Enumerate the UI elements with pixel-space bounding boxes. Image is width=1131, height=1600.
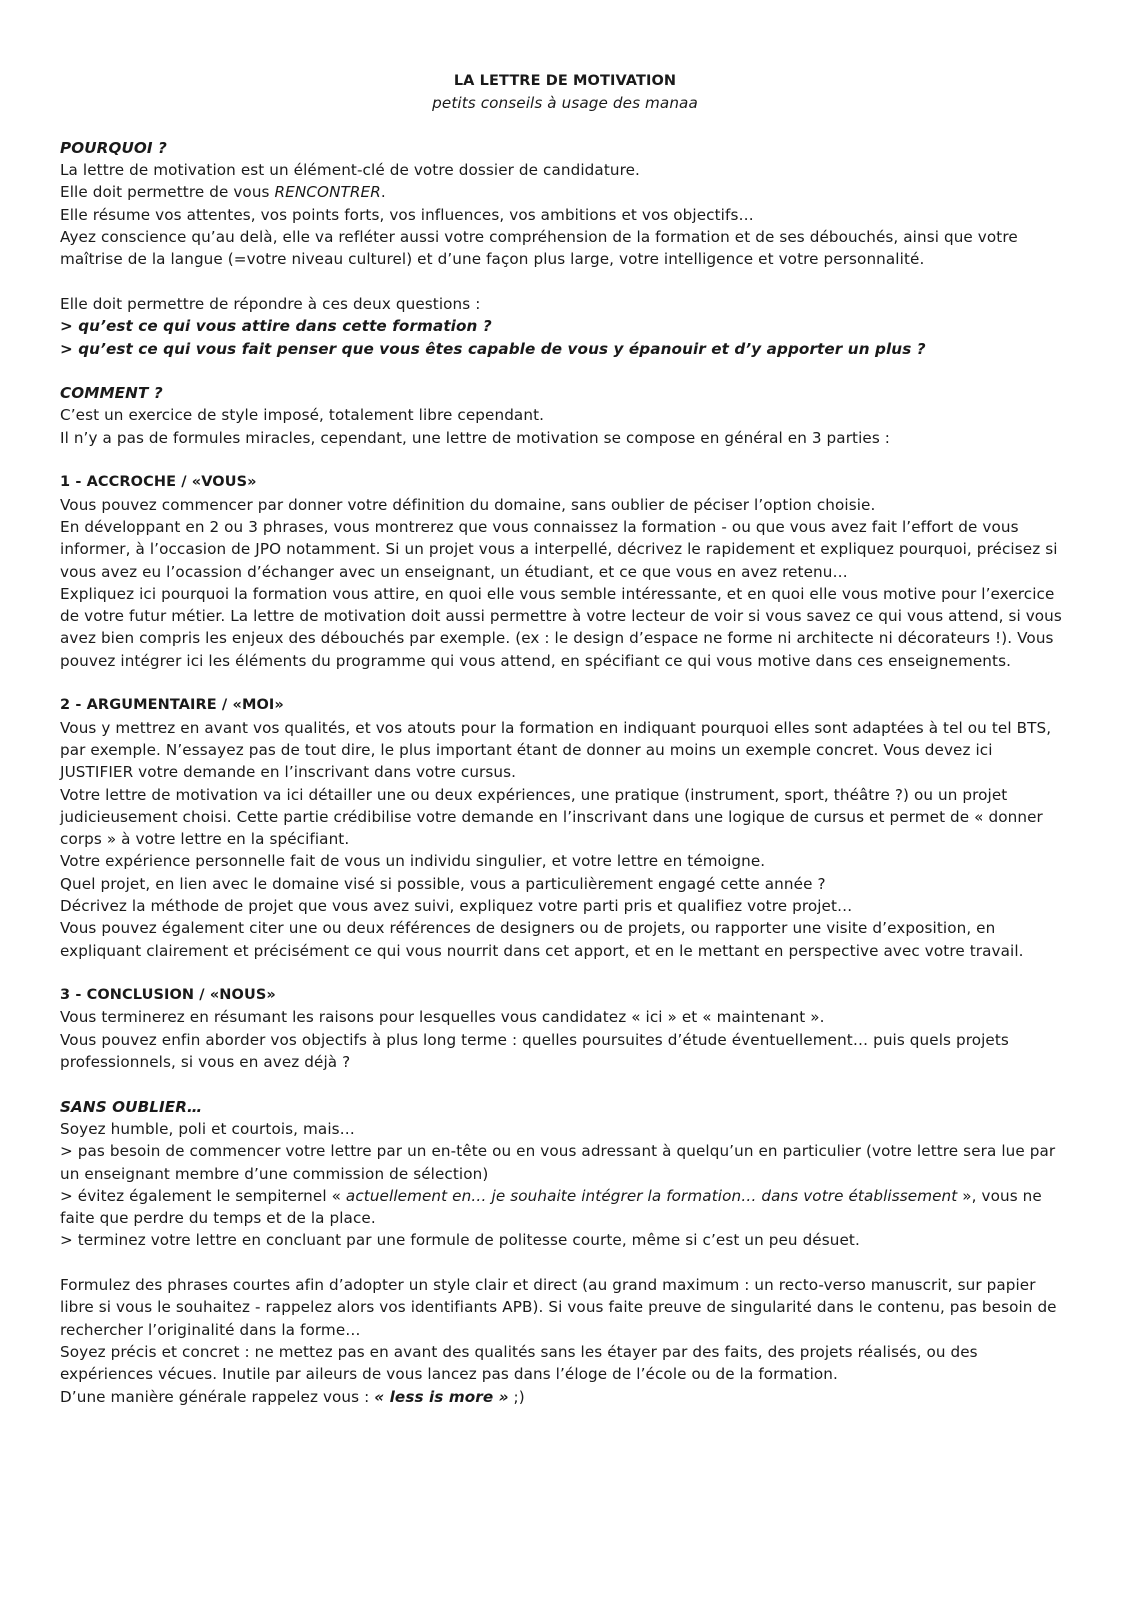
paragraph: Il n’y a pas de formules miracles, cependant, une lettre de motivation se compose en général en 3 parties : xyxy=(60,428,891,447)
paragraph: > évitez également le sempiternel « actuellement en… je souhaite intégrer la formation… dans votre établissement », vous ne faite que perdre du temps et de la place. xyxy=(60,1186,1042,1228)
paragraph: Formulez des phrases courtes afin d’adopter un style clair et direct (au grand maximum : un recto-verso manuscrit, sur papier libre si vous le souhaitez - rappelez alors vos identifiants APB). Si vous faite preuve de singularité dans le contenu, pas besoin de rechercher l’originalité dans la forme… xyxy=(60,1276,1057,1339)
question-2: > qu’est ce qui vous fait penser que vous êtes capable de vous y épanouir et d’y apporter un plus ? xyxy=(60,339,926,358)
paragraph: Elle doit permettre de vous RENCONTRER. xyxy=(60,183,386,202)
document-subtitle: petits conseils à usage des manaa xyxy=(432,94,698,113)
document-page xyxy=(60,70,1070,1408)
paragraph: Soyez précis et concret : ne mettez pas en avant des qualités sans les étayer par des faits, des projets réalisés, ou des expériences vécues. Inutile par aileurs de vous lancez pas dans l’éloge de l’école ou de la formation. xyxy=(60,1342,978,1384)
section-heading: 1 - ACCROCHE / «VOUS» xyxy=(60,474,257,491)
paragraph: Elle résume vos attentes, vos points forts, vos influences, vos ambitions et vos objectifs… xyxy=(60,205,754,224)
paragraph: Vous terminerez en résumant les raisons pour lesquelles vous candidatez « ici » et « maintenant ». xyxy=(60,1008,825,1027)
paragraph: Vous pouvez enfin aborder vos objectifs à plus long terme : quelles poursuites d’étude éventuellement… puis quels projets professionnels, si vous en avez déjà ? xyxy=(60,1030,1009,1072)
section-final-advice xyxy=(60,1274,1070,1408)
paragraph: Vous y mettrez en avant vos qualités, et vos atouts pour la formation en indiquant pourquoi elles sont adaptées à tel ou tel BTS, par exemple. N’essayez pas de tout dire, le plus important étant de donner au moins un exemple concret. Vous devez ici JUSTIFIER votre demande en l’inscrivant dans votre cursus. xyxy=(60,718,1052,782)
section-argumentaire xyxy=(60,694,1070,962)
section-conclusion xyxy=(60,984,1070,1073)
section-heading: SANS OUBLIER… xyxy=(60,1097,203,1116)
paragraph: Votre expérience personnelle fait de vous un individu singulier, et votre lettre en témoigne. xyxy=(60,852,766,871)
paragraph: Vous pouvez commencer par donner votre définition du domaine, sans oublier de péciser l’option choisie. xyxy=(60,495,876,514)
section-comment xyxy=(60,382,1070,449)
section-heading: 3 - CONCLUSION / «NOUS» xyxy=(60,987,276,1004)
paragraph: Votre lettre de motivation va ici détailler une ou deux expériences, une pratique (instrument, sport, théâtre ?) ou un projet judicieusement choisi. Cette partie crédibilise votre demande en l’inscrivant dans une logique de cursus et permet de « donner corps » à votre lettre en la spécifiant. xyxy=(60,785,1043,849)
paragraph: Elle doit permettre de répondre à ces deux questions : xyxy=(60,294,481,313)
paragraph: > pas besoin de commencer votre lettre par un en-tête ou en vous adressant à quelqu’un en particulier (votre lettre sera lue par un enseignant membre d’une commission de sélection) xyxy=(60,1142,1056,1183)
section-heading: COMMENT ? xyxy=(60,384,163,403)
paragraph: La lettre de motivation est un élément-clé de votre dossier de candidature. xyxy=(60,161,640,180)
document-title: LA LETTRE DE MOTIVATION xyxy=(453,73,677,89)
question-1: > qu’est ce qui vous attire dans cette formation ? xyxy=(60,317,492,336)
paragraph: Décrivez la méthode de projet que vous avez suivi, expliquez votre parti pris et qualifiez votre projet… xyxy=(60,896,853,915)
section-heading: 2 - ARGUMENTAIRE / «MOI» xyxy=(60,697,284,714)
section-pourquoi xyxy=(60,137,1070,360)
paragraph: En développant en 2 ou 3 phrases, vous montrerez que vous connaissez la formation - ou que vous avez fait l’effort de vous informer, à l’occasion de JPO notamment. Si un projet vous a interpellé, décrivez le rapidement et expliquez pourquoi, précisez si vous avez eu l’ocassion d’échanger avec un enseignant, un étudiant, et ce que vous en avez retenu… xyxy=(60,517,1058,581)
paragraph: > terminez votre lettre en concluant par une formule de politesse courte, même si c’est un peu désuet. xyxy=(60,1231,860,1250)
paragraph: Ayez conscience qu’au delà, elle va refléter aussi votre compréhension de la formation et de ses débouchés, ainsi que votre maîtrise de la langue (=votre niveau culturel) et d’une façon plus large, votre intelligence et votre personnalité. xyxy=(60,228,1018,269)
section-heading: POURQUOI ? xyxy=(60,138,167,157)
paragraph: Soyez humble, poli et courtois, mais… xyxy=(60,1119,355,1138)
paragraph: D’une manière générale rappelez vous : « less is more » ;) xyxy=(60,1387,525,1406)
section-accroche xyxy=(60,471,1070,672)
paragraph: Vous pouvez également citer une ou deux références de designers ou de projets, ou rapporter une visite d’exposition, en expliquant clairement et précisément ce qui vous nourrit dans cet apport, et en le mettant en perspective avec votre travail. xyxy=(60,919,1024,960)
section-sans-oublier xyxy=(60,1096,1070,1252)
paragraph: Quel projet, en lien avec le domaine visé si possible, vous a particulièrement engagé cette année ? xyxy=(60,874,826,893)
paragraph: Expliquez ici pourquoi la formation vous attire, en quoi elle vous semble intéressante, et en quoi elle vous motive pour l’exercice de votre futur métier. La lettre de motivation doit aussi permettre à votre lecteur de voir si vous savez ce qui vous attend, si vous avez bien compris les enjeux des débouchés par exemple. (ex : le design d’espace ne forme ni architecte ni décorateurs !). Vous pouvez intégrer ici les éléments du programme qui vous attend, en spécifiant ce qui vous motive dans ces enseignements. xyxy=(60,584,1062,670)
paragraph: C’est un exercice de style imposé, totalement libre cependant. xyxy=(60,406,545,425)
